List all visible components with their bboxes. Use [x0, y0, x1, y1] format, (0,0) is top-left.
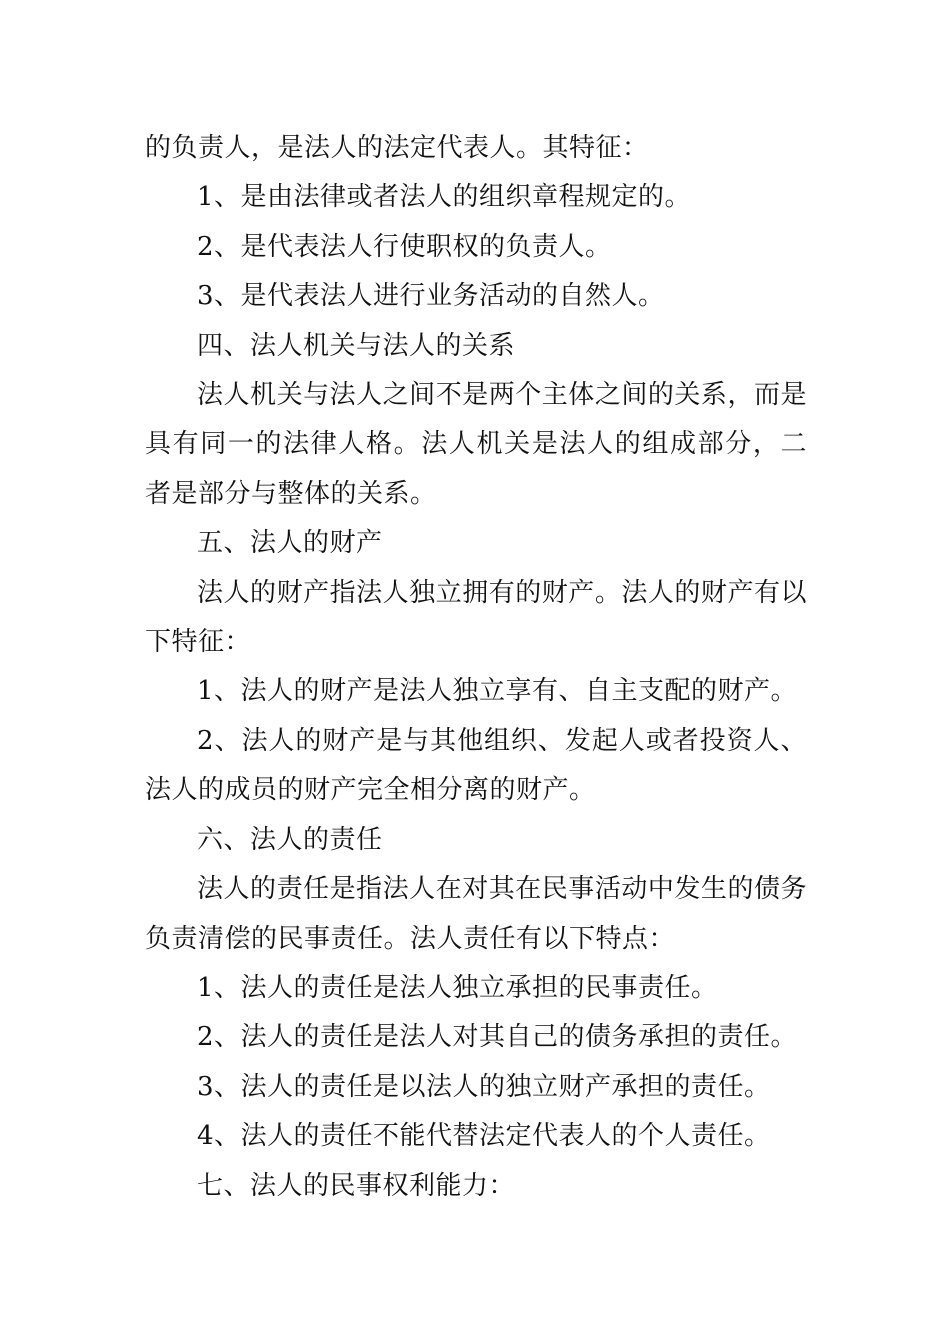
- paragraph-liability: 法人的责任是指法人在对其在民事活动中发生的债务负责清偿的民事责任。法人责任有以下特点：: [145, 874, 807, 954]
- list-item-property-1: 1、法人的财产是法人独立享有、自主支配的财产。: [197, 676, 798, 707]
- list-item-liability-2: 2、法人的责任是法人对其自己的债务承担的责任。: [197, 1022, 798, 1053]
- section-heading-7: 七、法人的民事权利能力：: [197, 1170, 516, 1201]
- list-item-property-2: 2、法人的财产是与其他组织、发起人或者投资人、法人的成员的财产完全相分离的财产。: [145, 725, 807, 806]
- document-body: [145, 124, 807, 1211]
- list-item-representative-2: 2、是代表法人行使职权的负责人。: [197, 231, 612, 262]
- section-heading-6: 六、法人的责任: [197, 824, 383, 855]
- paragraph-continuation: 的负责人，是法人的法定代表人。其特征：: [145, 133, 649, 163]
- paragraph-organ-relationship: 法人机关与法人之间不是两个主体之间的关系，而是具有同一的法律人格。法人机关是法人的组成部分，二者是部分与整体的关系。: [145, 380, 807, 509]
- list-item-liability-3: 3、法人的责任是以法人的独立财产承担的责任。: [197, 1071, 771, 1102]
- list-item-representative-3: 3、是代表法人进行业务活动的自然人。: [197, 281, 665, 312]
- list-item-representative-1: 1、是由法律或者法人的组织章程规定的。: [197, 182, 692, 213]
- section-heading-5: 五、法人的财产: [197, 528, 383, 559]
- list-item-liability-4: 4、法人的责任不能代替法定代表人的个人责任。: [197, 1121, 771, 1152]
- paragraph-property: 法人的财产指法人独立拥有的财产。法人的财产有以下特征：: [145, 577, 807, 658]
- section-heading-4: 四、法人机关与法人的关系: [197, 330, 516, 361]
- list-item-liability-1: 1、法人的责任是法人独立承担的民事责任。: [197, 972, 718, 1003]
